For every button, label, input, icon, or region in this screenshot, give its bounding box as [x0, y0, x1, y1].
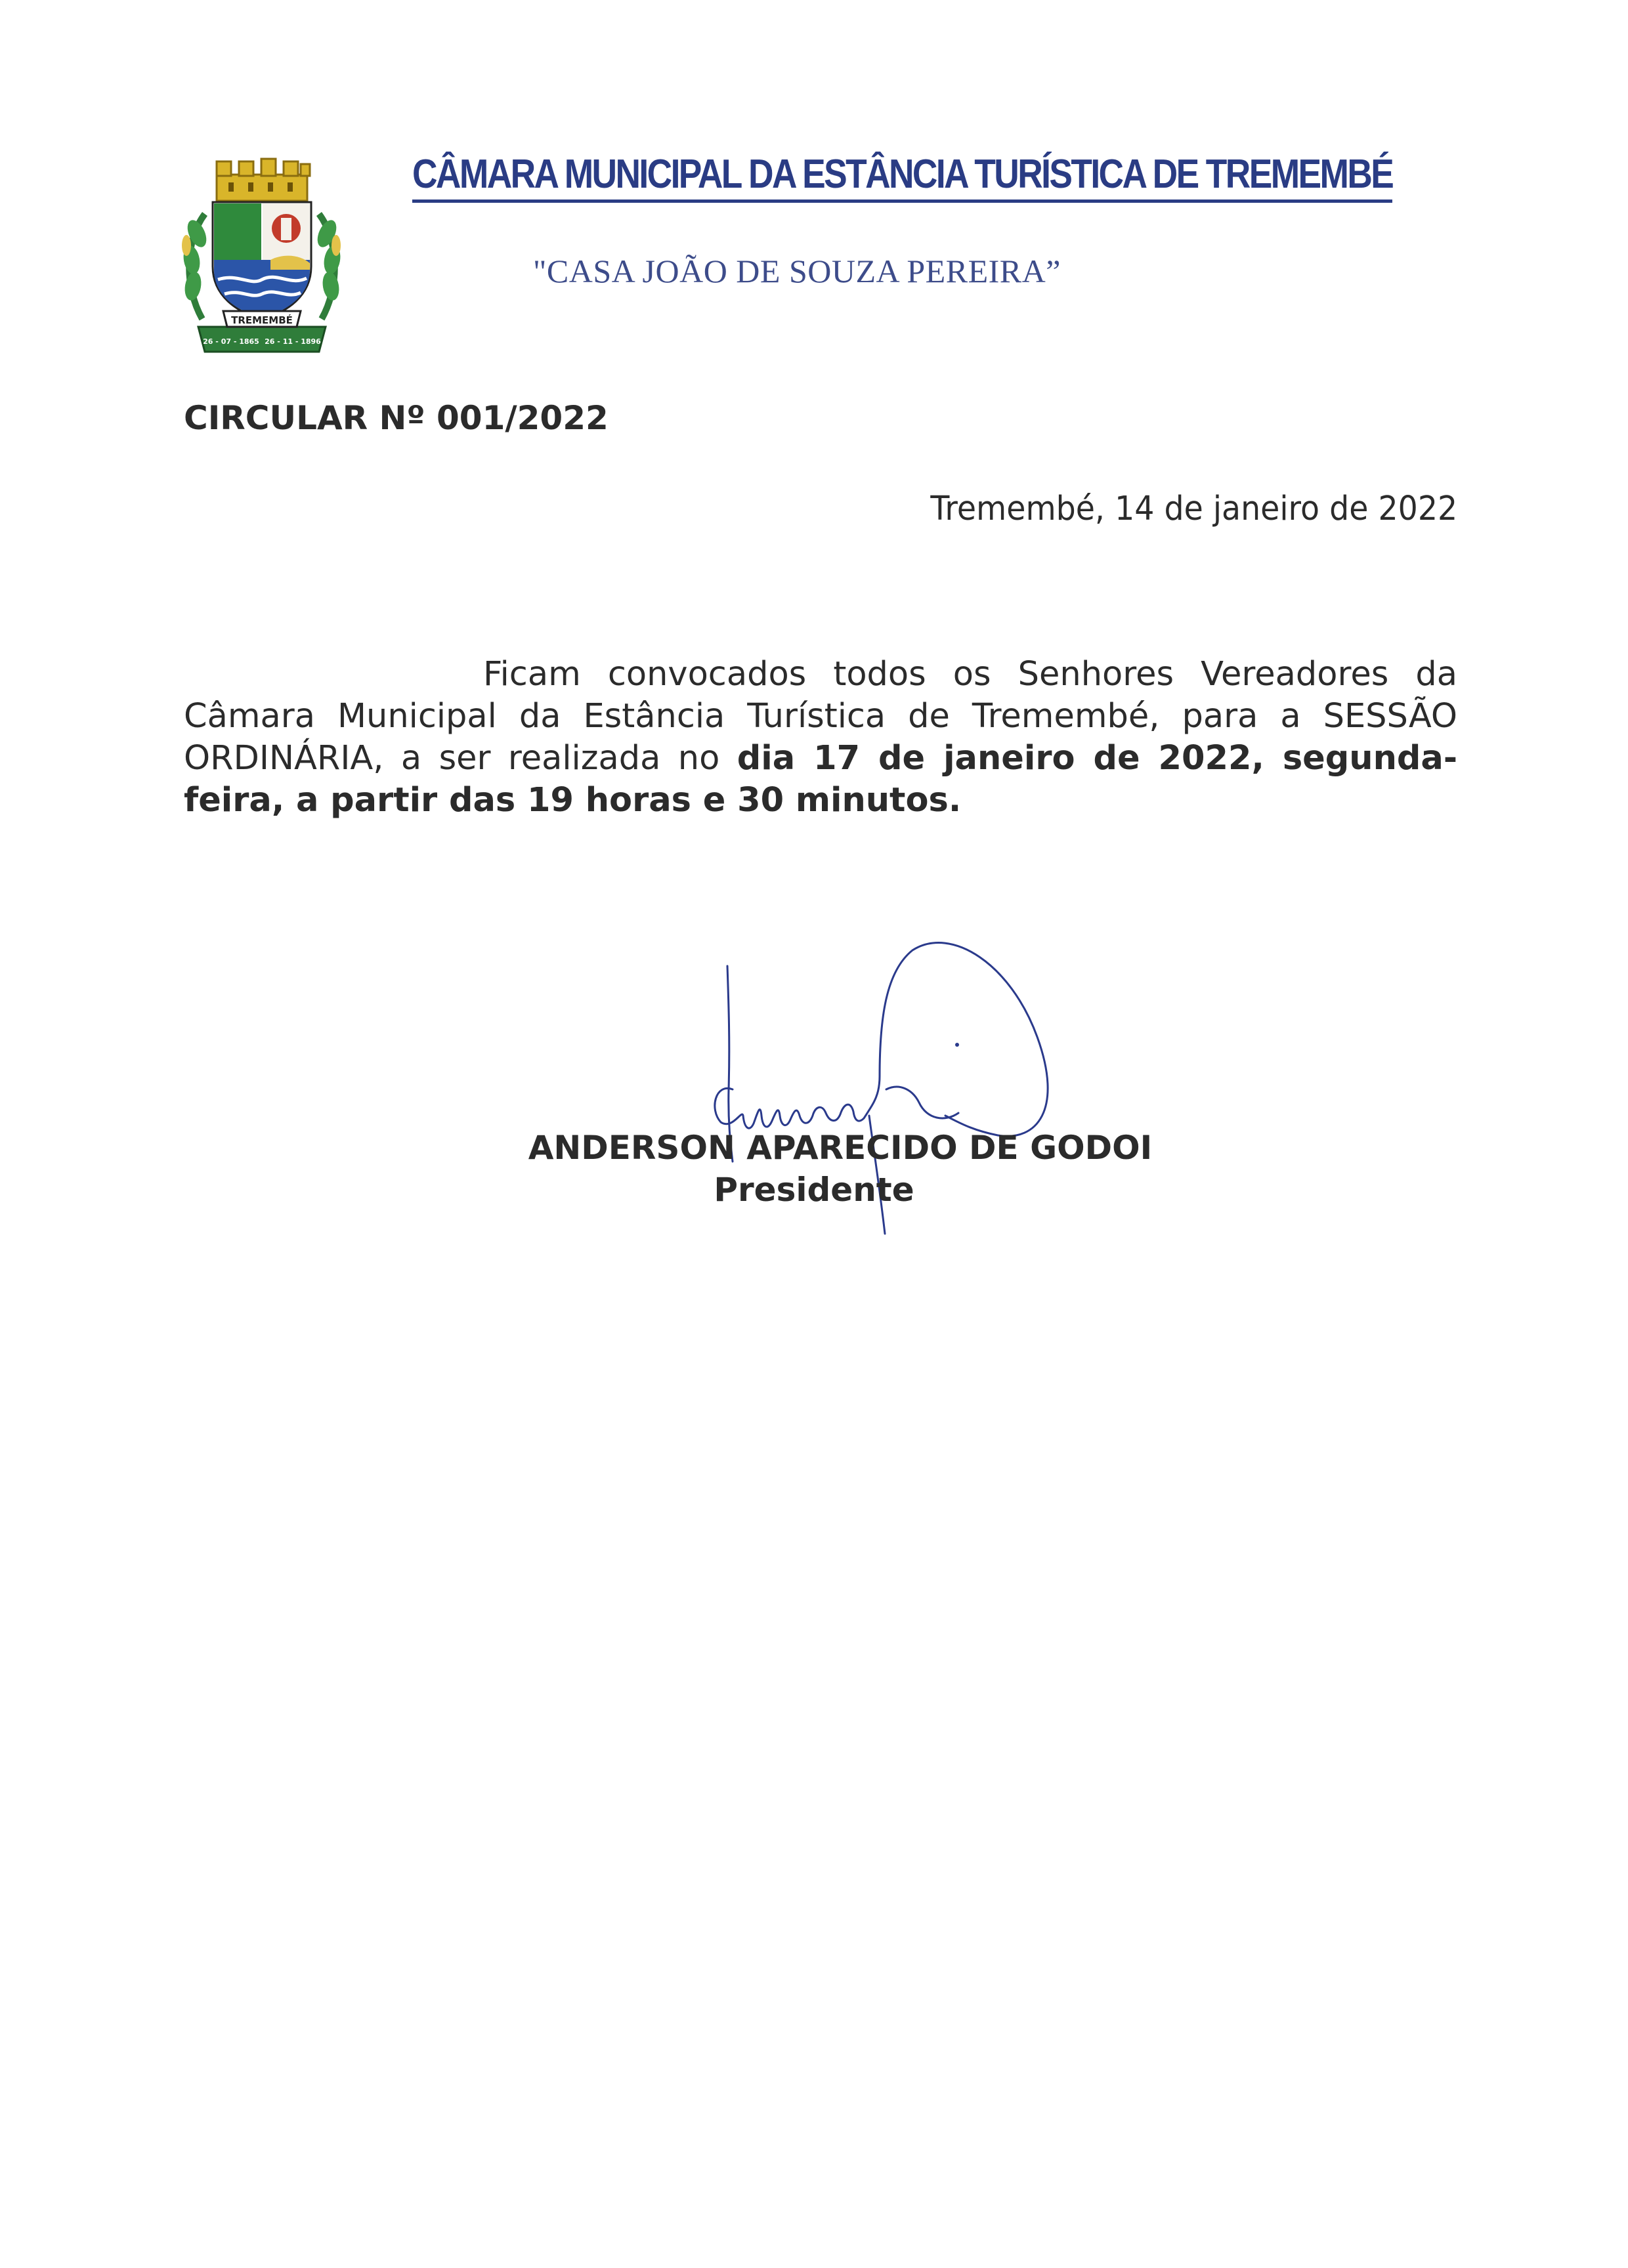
- convocation-date-time: dia 17 de janeiro de 2022, segunda-feira, a partir das 19 horas e 30 minutos.: [184, 739, 1457, 820]
- coat-left-date: 26 - 07 - 1865: [203, 337, 259, 346]
- signer-role: Presidente: [714, 1171, 914, 1209]
- coat-banner-text: TREMEMBÉ: [231, 314, 293, 326]
- circular-number: CIRCULAR Nº 001/2022: [184, 399, 609, 437]
- institution-title: CÂMARA MUNICIPAL DA ESTÂNCIA TURÍSTICA DE TREMEMBÉ: [412, 150, 1392, 203]
- institution-subtitle: "CASA JOÃO DE SOUZA PEREIRA”: [533, 253, 1061, 289]
- coat-of-arms-icon: [172, 155, 352, 358]
- coat-right-date: 26 - 11 - 1896: [265, 337, 321, 346]
- signer-name: ANDERSON APARECIDO DE GODOI: [528, 1129, 1153, 1167]
- place-and-date: Tremembé, 14 de janeiro de 2022: [930, 490, 1457, 528]
- convocation-paragraph: [184, 654, 1457, 822]
- convocation-text: Ficam convocados todos os Senhores Vereadores da Câmara Municipal da Estância Turística de Tremembé, para a SESSÃO ORDINÁRIA, a ser realizada no: [184, 655, 1457, 778]
